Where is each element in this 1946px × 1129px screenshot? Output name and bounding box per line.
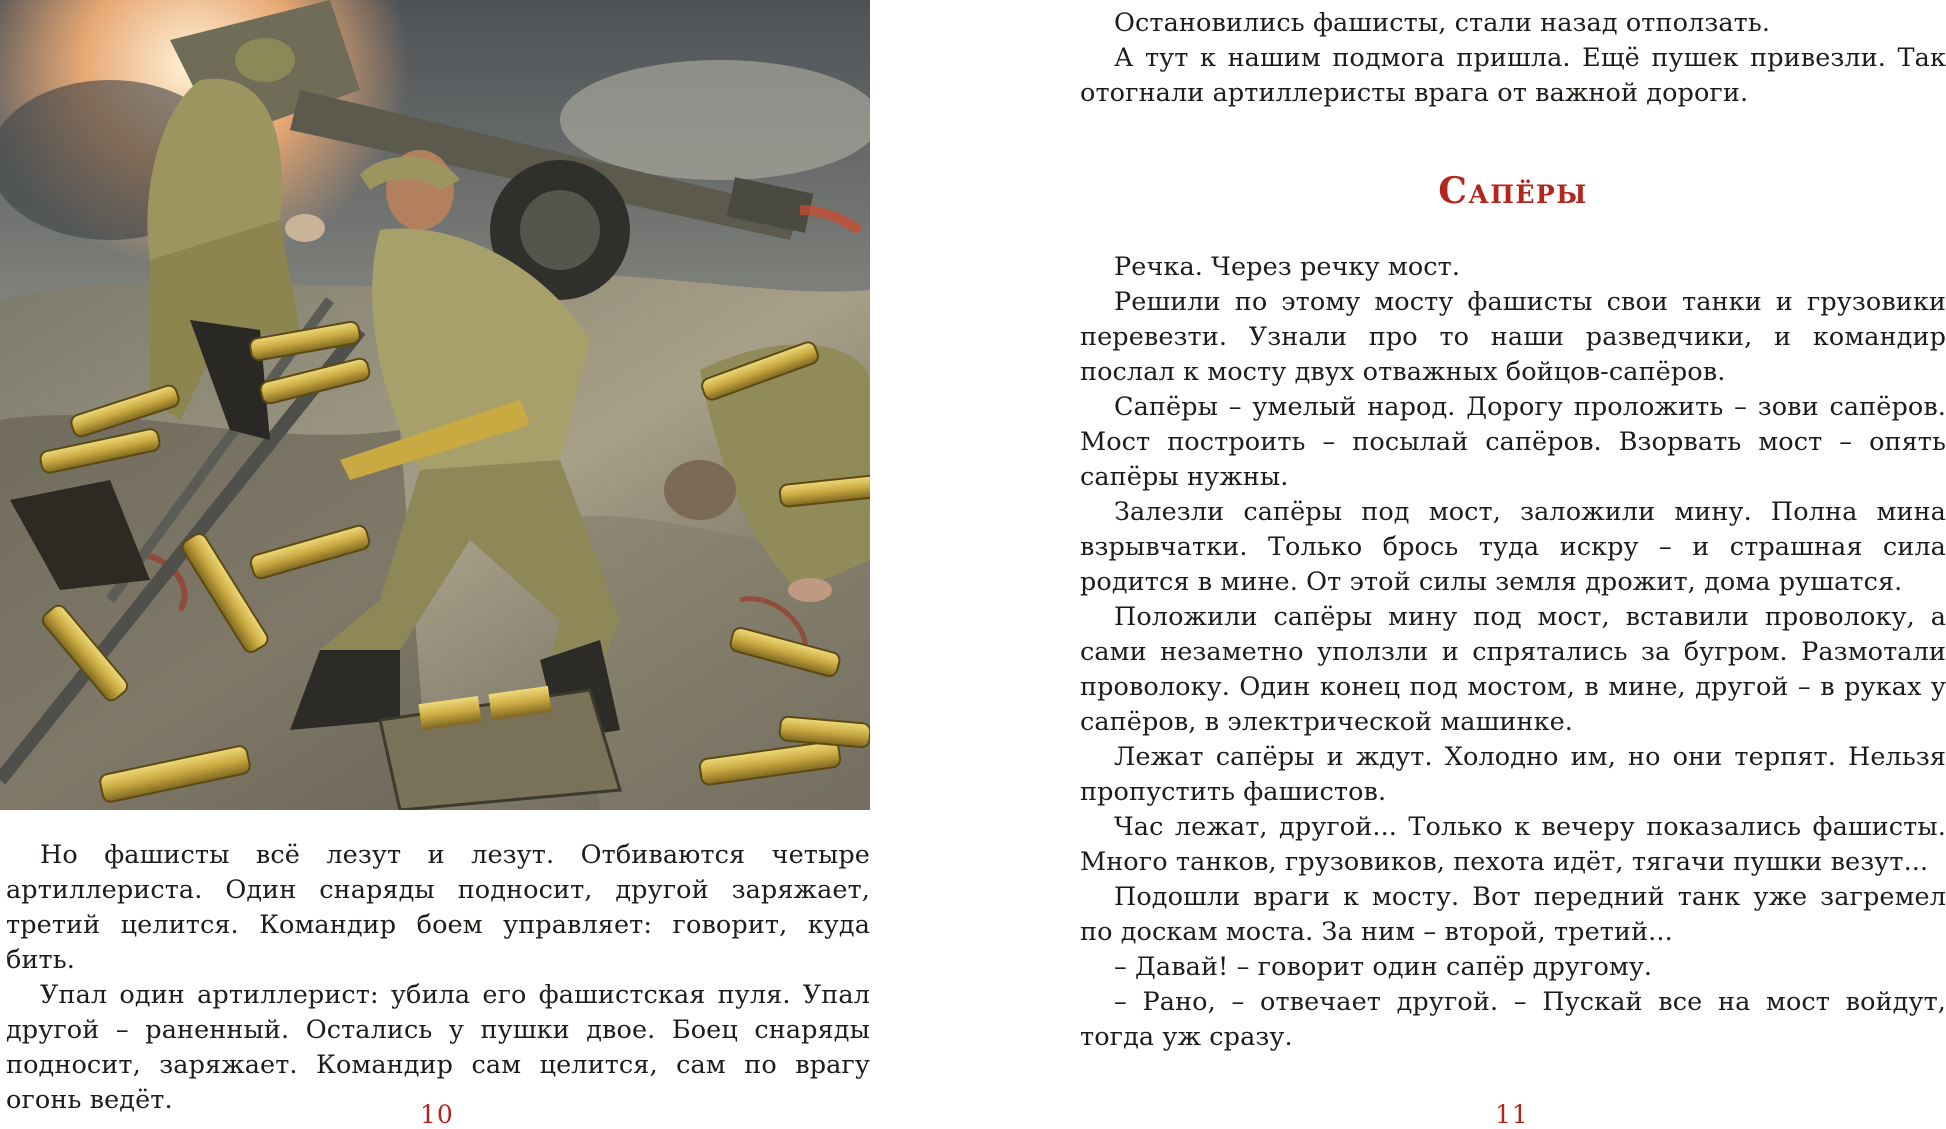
illustration-artwork <box>0 0 870 810</box>
paragraph: Лежат сапёры и ждут. Холодно им, но они терпят. Нельзя пропустить фашистов. <box>1080 742 1946 807</box>
paragraph: Положили сапёры мину под мост, вставили проволоку, а сами незаметно уползли и спрятались за бугром. Размотали проволоку. Один конец под мостом, в мине, другой – в руках у сапёров, в электрической машинке. <box>1080 602 1946 737</box>
page-number-right: 11 <box>1495 1100 1529 1129</box>
paragraph: Час лежат, другой... Только к вечеру показались фашисты. Много танков, грузовиков, пехота идёт, тягачи пушки везут... <box>1080 812 1946 877</box>
paragraph: – Давай! – говорит один сапёр другому. <box>1114 952 1653 982</box>
paragraph: Подошли враги к мосту. Вот передний танк уже загремел по доскам моста. За ним – второй, третий... <box>1080 882 1946 947</box>
page-number-left: 10 <box>420 1100 454 1129</box>
paragraph: Решили по этому мосту фашисты свои танки и грузовики перевезти. Узнали про то наши разведчики, и командир послал к мосту двух отважных бойцов-сапёров. <box>1080 287 1946 387</box>
paragraph: Упал один артиллерист: убила его фашистская пуля. Упал другой – раненный. Остались у пушки двое. Боец снаряды подносит, заряжает. Командир сам целится, сам по врагу огонь ведёт. <box>6 980 870 1115</box>
paragraph: Сапёры – умелый народ. Дорогу проложить – зови сапёров. Мост построить – посылай сапёров. Взорвать мост – опять сапёры нужны. <box>1080 392 1946 492</box>
paragraph: – Рано, – отвечает другой. – Пускай все на мост войдут, тогда уж сразу. <box>1080 987 1946 1052</box>
right-page-body <box>1080 250 1946 1055</box>
paragraph: Но фашисты всё лезут и лезут. Отбиваются четыре артиллериста. Один снаряды подносит, другой заряжает, третий целится. Командир боем управляет: говорит, куда бить. <box>6 840 870 975</box>
right-page-top-text <box>1080 6 1946 111</box>
chapter-title: Сапёры <box>1438 170 1588 212</box>
paragraph: А тут к нашим подмога пришла. Ещё пушек привезли. Так отогнали артиллеристы врага от важной дороги. <box>1080 43 1946 108</box>
left-page-text <box>6 838 870 1118</box>
illustration <box>0 0 870 810</box>
paragraph: Остановились фашисты, стали назад отползать. <box>1114 8 1771 38</box>
paragraph: Речка. Через речку мост. <box>1114 252 1461 282</box>
paragraph: Залезли сапёры под мост, заложили мину. Полна мина взрывчатки. Только брось туда искру – и страшная сила родится в мине. От этой силы земля дрожит, дома рушатся. <box>1080 497 1946 597</box>
